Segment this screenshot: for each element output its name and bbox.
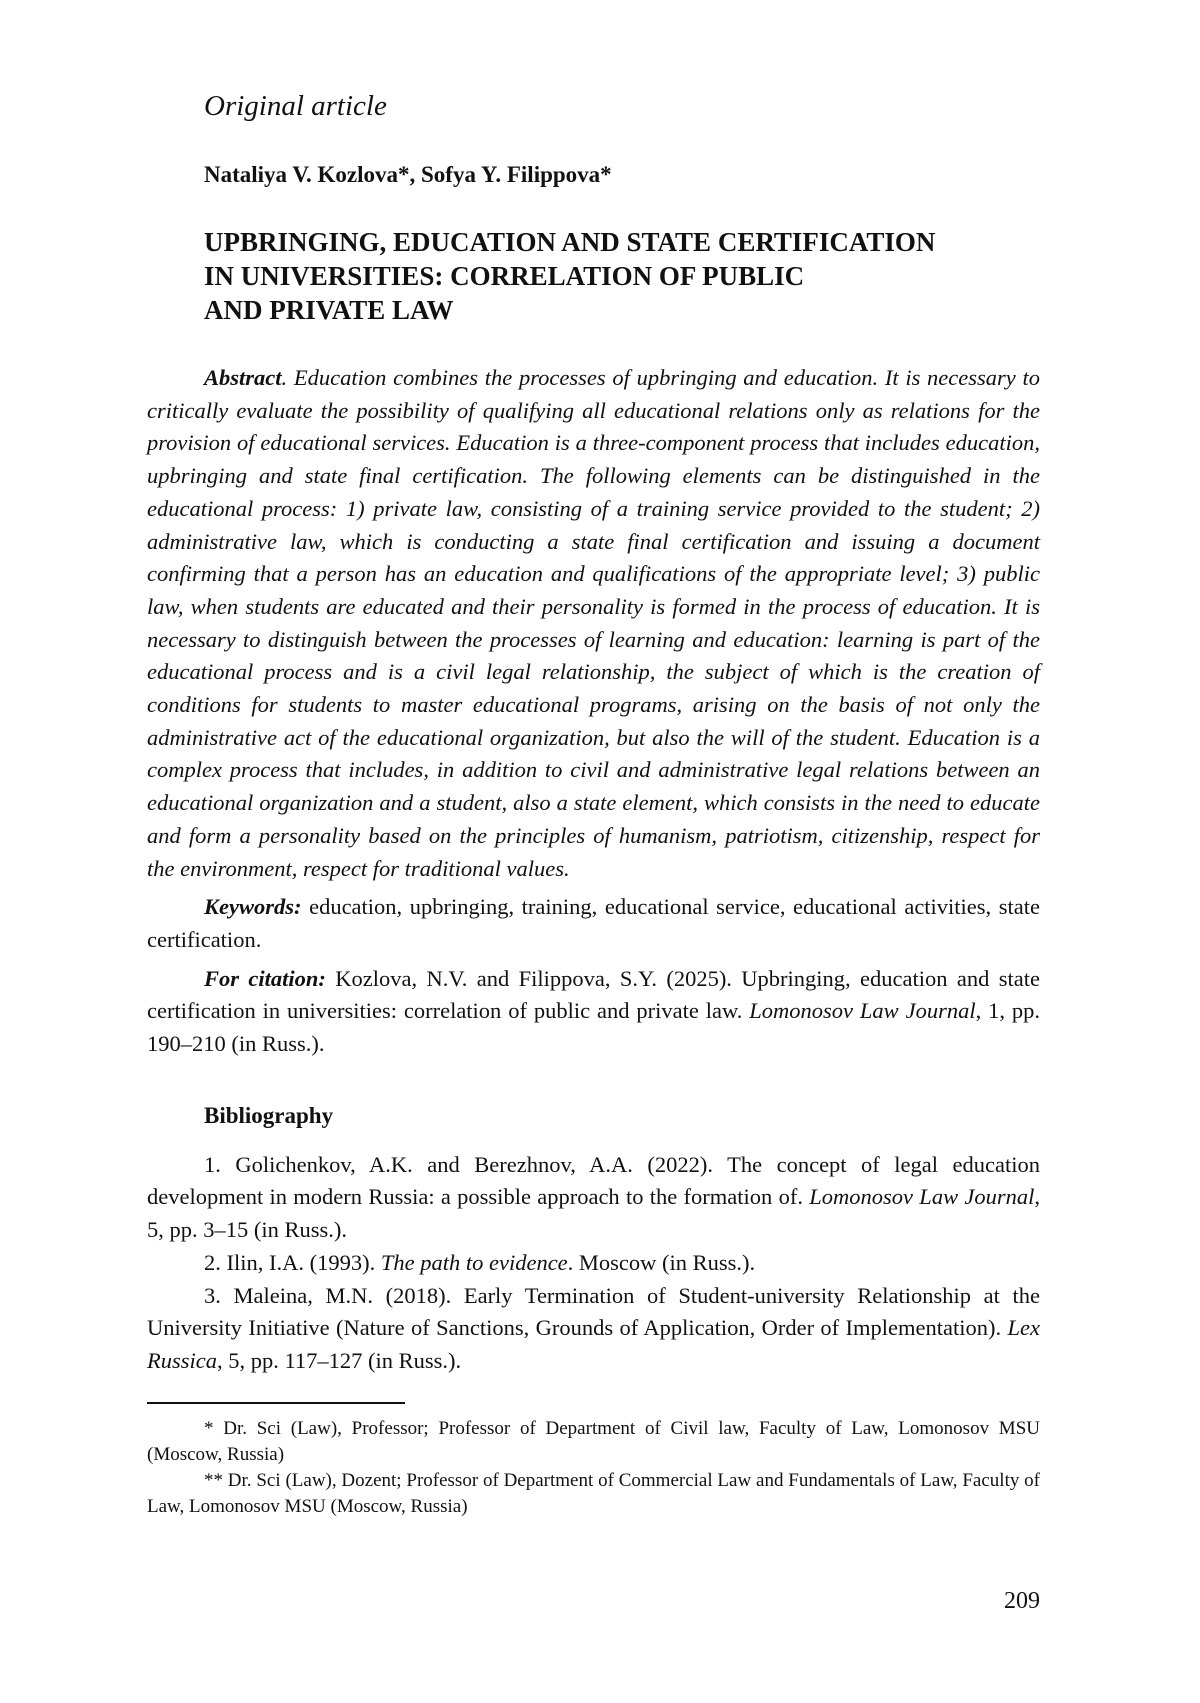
bibliography-heading: Bibliography — [204, 1101, 1040, 1131]
ref-text: 3. Maleina, M.N. (2018). Early Termination of Student-university Relationship at the University Initiative (Nature of Sanctions, Grounds of Application, Order of Implementation). — [147, 1283, 1040, 1341]
footnotes — [147, 1416, 1040, 1520]
title-line: AND PRIVATE LAW — [204, 293, 1004, 327]
title-line: IN UNIVERSITIES: CORRELATION OF PUBLIC — [204, 259, 1004, 293]
citation-text: Kozlova, N.V. and Filippova, S.Y. (2025). Upbringing, education and state certification in universities: correlation of public and private law. — [147, 966, 1040, 1024]
citation-label: For citation: — [204, 966, 326, 991]
article-page — [147, 88, 1040, 1520]
keywords-label: Keywords: — [204, 894, 302, 919]
ref-tail: . Moscow (in Russ.). — [568, 1250, 756, 1275]
ref-tail: , 5, pp. 3–15 (in Russ.). — [147, 1184, 1040, 1242]
bibliography-item — [147, 1247, 1040, 1280]
ref-italic: The path to evidence — [381, 1250, 568, 1275]
citation — [147, 963, 1040, 1061]
abstract-label: Abstract — [204, 365, 282, 390]
bibliography-item — [147, 1280, 1040, 1378]
ref-tail: , 5, pp. 117–127 (in Russ.). — [217, 1348, 461, 1373]
citation-journal: Lomonosov Law Journal — [749, 998, 975, 1023]
footnote: * Dr. Sci (Law), Professor; Professor of Department of Civil law, Faculty of Law, Lomonosov MSU (Moscow, Russia) — [147, 1416, 1040, 1468]
keywords — [147, 891, 1040, 956]
authors: Nataliya V. Kozlova*, Sofya Y. Filippova* — [204, 160, 1040, 190]
abstract — [147, 362, 1040, 885]
page-number: 209 — [1004, 1586, 1040, 1616]
bibliography-item — [147, 1149, 1040, 1247]
footnote-divider — [147, 1402, 405, 1404]
ref-text: 2. Ilin, I.A. (1993). — [204, 1250, 381, 1275]
article-title — [204, 225, 1004, 327]
ref-italic: Lex Russica — [147, 1315, 1040, 1373]
footnote: ** Dr. Sci (Law), Dozent; Professor of Department of Commercial Law and Fundamentals of Law, Faculty of Law, Lomonosov MSU (Moscow, Russia) — [147, 1468, 1040, 1520]
abstract-text: . Education combines the processes of upbringing and education. It is necessary to critically evaluate the possibility of qualifying all educational relations only as relations for the provision of educational services. Education is a three-component process that includes education, upbringing and state final certification. The following elements can be distinguished in the educational process: 1) private law, consisting of a training service provided to the student; 2) administrative law, which is conducting a state final certification and issuing a document confirming that a person has an education and qualifications of the appropriate level; 3) public law, when students are educated and their personality is formed in the process of education. It is necessary to distinguish between the processes of learning and education: learning is part of the educational process and is a civil legal relationship, the subject of which is the creation of conditions for students to master educational programs, arising on the basis of not only the administrative act of the educational organization, but also the will of the student. Education is a complex process that includes, in addition to civil and administrative legal relations between an educational organization and a student, also a state element, which consists in the need to educate and form a personality based on the principles of humanism, patriotism, citizenship, respect for the environment, respect for traditional values. — [147, 365, 1040, 881]
ref-text: 1. Golichenkov, A.K. and Berezhnov, A.A. (2022). The concept of legal education development in modern Russia: a possible approach to the formation of. — [147, 1152, 1040, 1210]
title-line: UPBRINGING, EDUCATION AND STATE CERTIFICATION — [204, 225, 1004, 259]
citation-tail: , 1, pp. 190–210 (in Russ.). — [147, 998, 1040, 1056]
bibliography-list — [147, 1149, 1040, 1378]
article-type: Original article — [204, 88, 1040, 124]
keywords-text: education, upbringing, training, educational service, educational activities, state certification. — [147, 894, 1040, 952]
ref-italic: Lomonosov Law Journal — [809, 1184, 1034, 1209]
